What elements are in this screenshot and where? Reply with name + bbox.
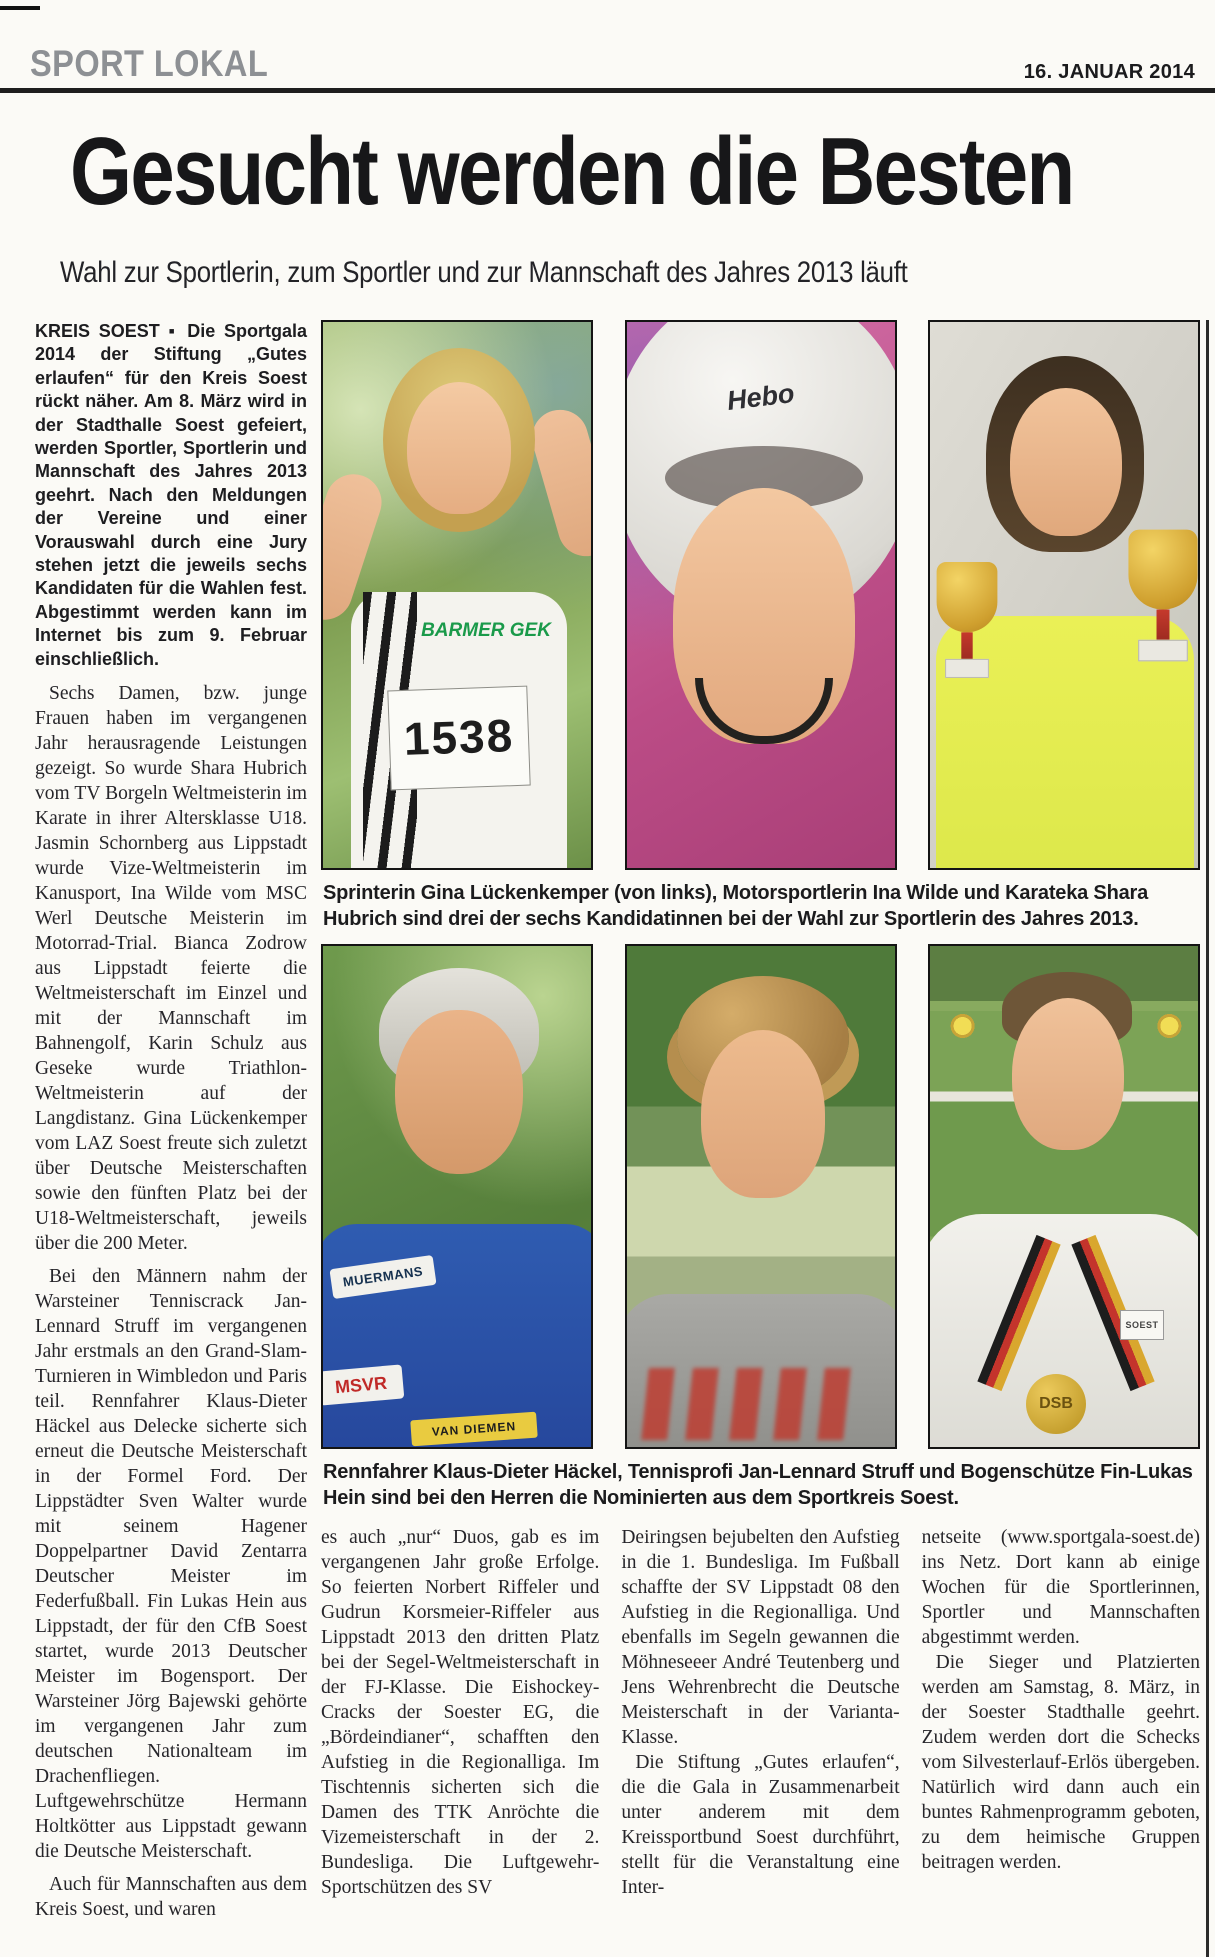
- photo-and-text-area: [321, 320, 1200, 1930]
- paragraph-women: Sechs Damen, bzw. junge Frauen haben im vergangenen Jahr herausragende Leistungen gezeigt. So wurde Shara Hubrich vom TV Borgeln Weltmeisterin im Karate in ihrer Altersklasse U18. Jasmin Schornberg aus Lippstadt wurde Vize-Weltmeisterin im Kanusport, Ina Wilde vom MSC Werl Deutsche Meisterin im Motorrad-Trial. Bianca Zodrow aus Lippstadt feierte die Weltmeisterschaft im Einzel und mit der Mannschaft im Bahnengolf, Karin Schulz aus Geseke wurde Triathlon-Weltmeisterin auf der Langdistanz. Gina Lückenkemper vom LAZ Soest freute sich zuletzt über Deutsche Meisterschaften sowie den fünften Platz bei der U18-Weltmeisterschaft, jeweils über die 200 Meter.: [35, 683, 307, 1255]
- face-shape: [1010, 388, 1122, 536]
- paragraph-teams-start: Auch für Mannschaften aus dem Kreis Soest, und waren: [35, 1874, 307, 1921]
- photo-shara-hubrich: [928, 320, 1200, 870]
- tshirt-shape: [625, 1294, 897, 1449]
- photo-klaus-dieter-haeckel: [321, 944, 593, 1449]
- scan-artifact-mark: [0, 6, 40, 10]
- photo-fin-lukas-hein: [928, 944, 1200, 1449]
- gold-medal: DSB: [1026, 1374, 1086, 1434]
- trophy-stem: [961, 632, 972, 659]
- chin-strap-shape: [695, 678, 833, 744]
- article-body: [35, 320, 1200, 1930]
- trophy-base: [1138, 640, 1188, 662]
- face-shape: [701, 1030, 825, 1198]
- photo-gina-lueckenkemper: [321, 320, 593, 870]
- arm-shape: [525, 403, 593, 563]
- bottom-column-3: [922, 1525, 1200, 1900]
- bottom-column-2: [621, 1525, 899, 1900]
- club-crest-text: SOEST: [1120, 1310, 1164, 1340]
- main-text-column: [35, 320, 307, 1930]
- trophy-cup: [937, 562, 998, 632]
- trophy-stem: [1157, 610, 1170, 640]
- issue-date: 16. JANUAR 2014: [1023, 61, 1195, 83]
- trophy-shape: [1125, 530, 1200, 703]
- face-shape: [1012, 998, 1124, 1150]
- bottom-text-columns: [321, 1525, 1200, 1900]
- masthead-rule: [0, 88, 1215, 93]
- race-bib-number: 1538: [387, 686, 530, 791]
- photo-jan-lennard-struff: [625, 944, 897, 1449]
- trophy-cup: [1128, 530, 1197, 610]
- racing-suit-shape: [321, 1224, 593, 1449]
- paragraph-sieger: Die Sieger und Platzierten werden am Samstag, 8. März, in der Soester Stadthalle geehrt. Zudem werden dort die Schecks vom Silvesterlauf-Erlös übergeben. Natürlich wird dann auch ein buntes Rahmenprogramm geboten, zu dem heimische Gruppen beitragen werden.: [921, 1652, 1200, 1873]
- face-shape: [395, 1010, 523, 1174]
- suit-sponsor-patch: VAN DIEMEN: [410, 1412, 538, 1447]
- running-vest-shape: [351, 592, 567, 870]
- suit-sponsor-patch: MSVR: [321, 1364, 404, 1405]
- photo-row-men: [321, 944, 1200, 1449]
- medal-ribbon: [977, 1235, 1060, 1391]
- section-label: SPORT LOKAL: [30, 43, 269, 84]
- paragraph-duos: es auch „nur“ Duos, gab es im vergangenen Jahr große Erfolge. So feierten Norbert Riffeler und Gudrun Korsmeier-Riffeler aus Lippstadt 2013 den dritten Platz bei der Segel-Weltmeisterschaft in der FJ-Klasse. Die Eishockey-Cracks der Soester EG, die „Bördeindianer“, schafften den Aufstieg in die Regionalliga. Im Tischtennis sicherten sich die Damen des TTK Anröchte die Vizemeisterschaft in der 2. Bundesliga. Die Luftgewehr-Sportschützen des SV: [321, 1527, 600, 1898]
- paragraph-men: Bei den Männern nahm der Warsteiner Tenniscrack Jan-Lennard Struff im vergangenen Jahr erstmals an den Grand-Slam-Turnieren in Wimbledon und Paris teil. Rennfahrer Klaus-Dieter Häckel aus Delecke sicherte sich erneut die Deutsche Meisterschaft in der Formel Ford. Der Lippstädter Sven Walter wurde mit seinem Hagener Doppelpartner David Zentarra Deutscher Meister im Federfußball. Fin Lukas Hein aus Lippstadt, der für den CfB Soest startet, wurde 2013 Deutscher Meister im Bogensport. Der Warsteiner Jörg Bajewski gehörte im vergangenen Jahr zum deutschen Nationalteam im Drachenfliegen. Luftgewehrschütze Hermann Holtkötter aus Lippstadt gewann die Deutsche Meisterschaft.: [35, 1266, 307, 1863]
- shirt-print-shape: [641, 1368, 863, 1440]
- trophy-shape: [934, 562, 1001, 714]
- paragraph-internetseite: netseite (www.sportgala-soest.de) ins Netz. Dort kann ab einige Wochen für die Sportlerinnen, Sportler und Mannschaften abgestimmt werden.: [921, 1527, 1200, 1648]
- caption-row-women: Sprinterin Gina Lückenkemper (von links), Motorsportlerin Ina Wilde und Karateka Shara Hubrich sind drei der sechs Kandidatinnen bei der Wahl zur Sportlerin des Jahres 2013.: [323, 882, 1149, 930]
- masthead: [30, 24, 1195, 82]
- vest-sponsor-text: BARMER GEK: [421, 620, 551, 641]
- page-column-rule: [1206, 320, 1209, 1957]
- paragraph-deiringsen: Deiringsen bejubelten den Aufstieg in die 1. Bundesliga. Im Fußball schaffte der SV Lippstadt 08 den Aufstieg in die Regionalliga. Und ebenfalls im Segeln gewannen die Möhneseeer André Teutenberg und Jens Wehrenbrecht die Deutsche Meisterschaft in der Varianta-Klasse.: [621, 1527, 900, 1748]
- photo-row-women: [321, 320, 1200, 870]
- suit-sponsor-patch: MUERMANS: [329, 1255, 436, 1299]
- paragraph-stiftung: Die Stiftung „Gutes erlaufen“, die die Gala in Zusammenarbeit unter anderem mit dem Kreissportbund Soest durchführt, stellt für die Veranstaltung eine Inter-: [621, 1752, 900, 1898]
- trophy-base: [945, 659, 989, 678]
- article-headline: Gesucht werden die Besten: [70, 118, 1074, 225]
- caption-row-men: Rennfahrer Klaus-Dieter Häckel, Tennisprofi Jan-Lennard Struff und Bogenschütze Fin-Lukas Hein sind bei den Herren die Nominierten aus dem Sportkreis Soest.: [323, 1461, 1193, 1509]
- article-subheadline: Wahl zur Sportlerin, zum Sportler und zur Mannschaft des Jahres 2013 läuft: [60, 256, 908, 289]
- face-shape: [407, 382, 511, 514]
- polo-shirt-shape: [928, 1214, 1200, 1449]
- photo-ina-wilde: [625, 320, 897, 870]
- helmet-brand-text: Hebo: [724, 378, 796, 417]
- lead-paragraph: KREIS SOEST ▪ Die Sportgala 2014 der Stiftung „Gutes erlaufen“ für den Kreis Soest rückt näher. Am 8. März wird in der Stadthalle Soest gefeiert, werden Sportler, Sportlerin und Mannschaft des Jahres 2013 geehrt. Nach den Meldungen der Vereine und einer Vorauswahl durch eine Jury stehen jetzt die jeweils sechs Kandidaten für die Wahlen fest. Abgestimmt werden kann im Internet bis zum 9. Februar einschließlich.: [35, 321, 307, 669]
- bottom-column-1: [321, 1525, 599, 1900]
